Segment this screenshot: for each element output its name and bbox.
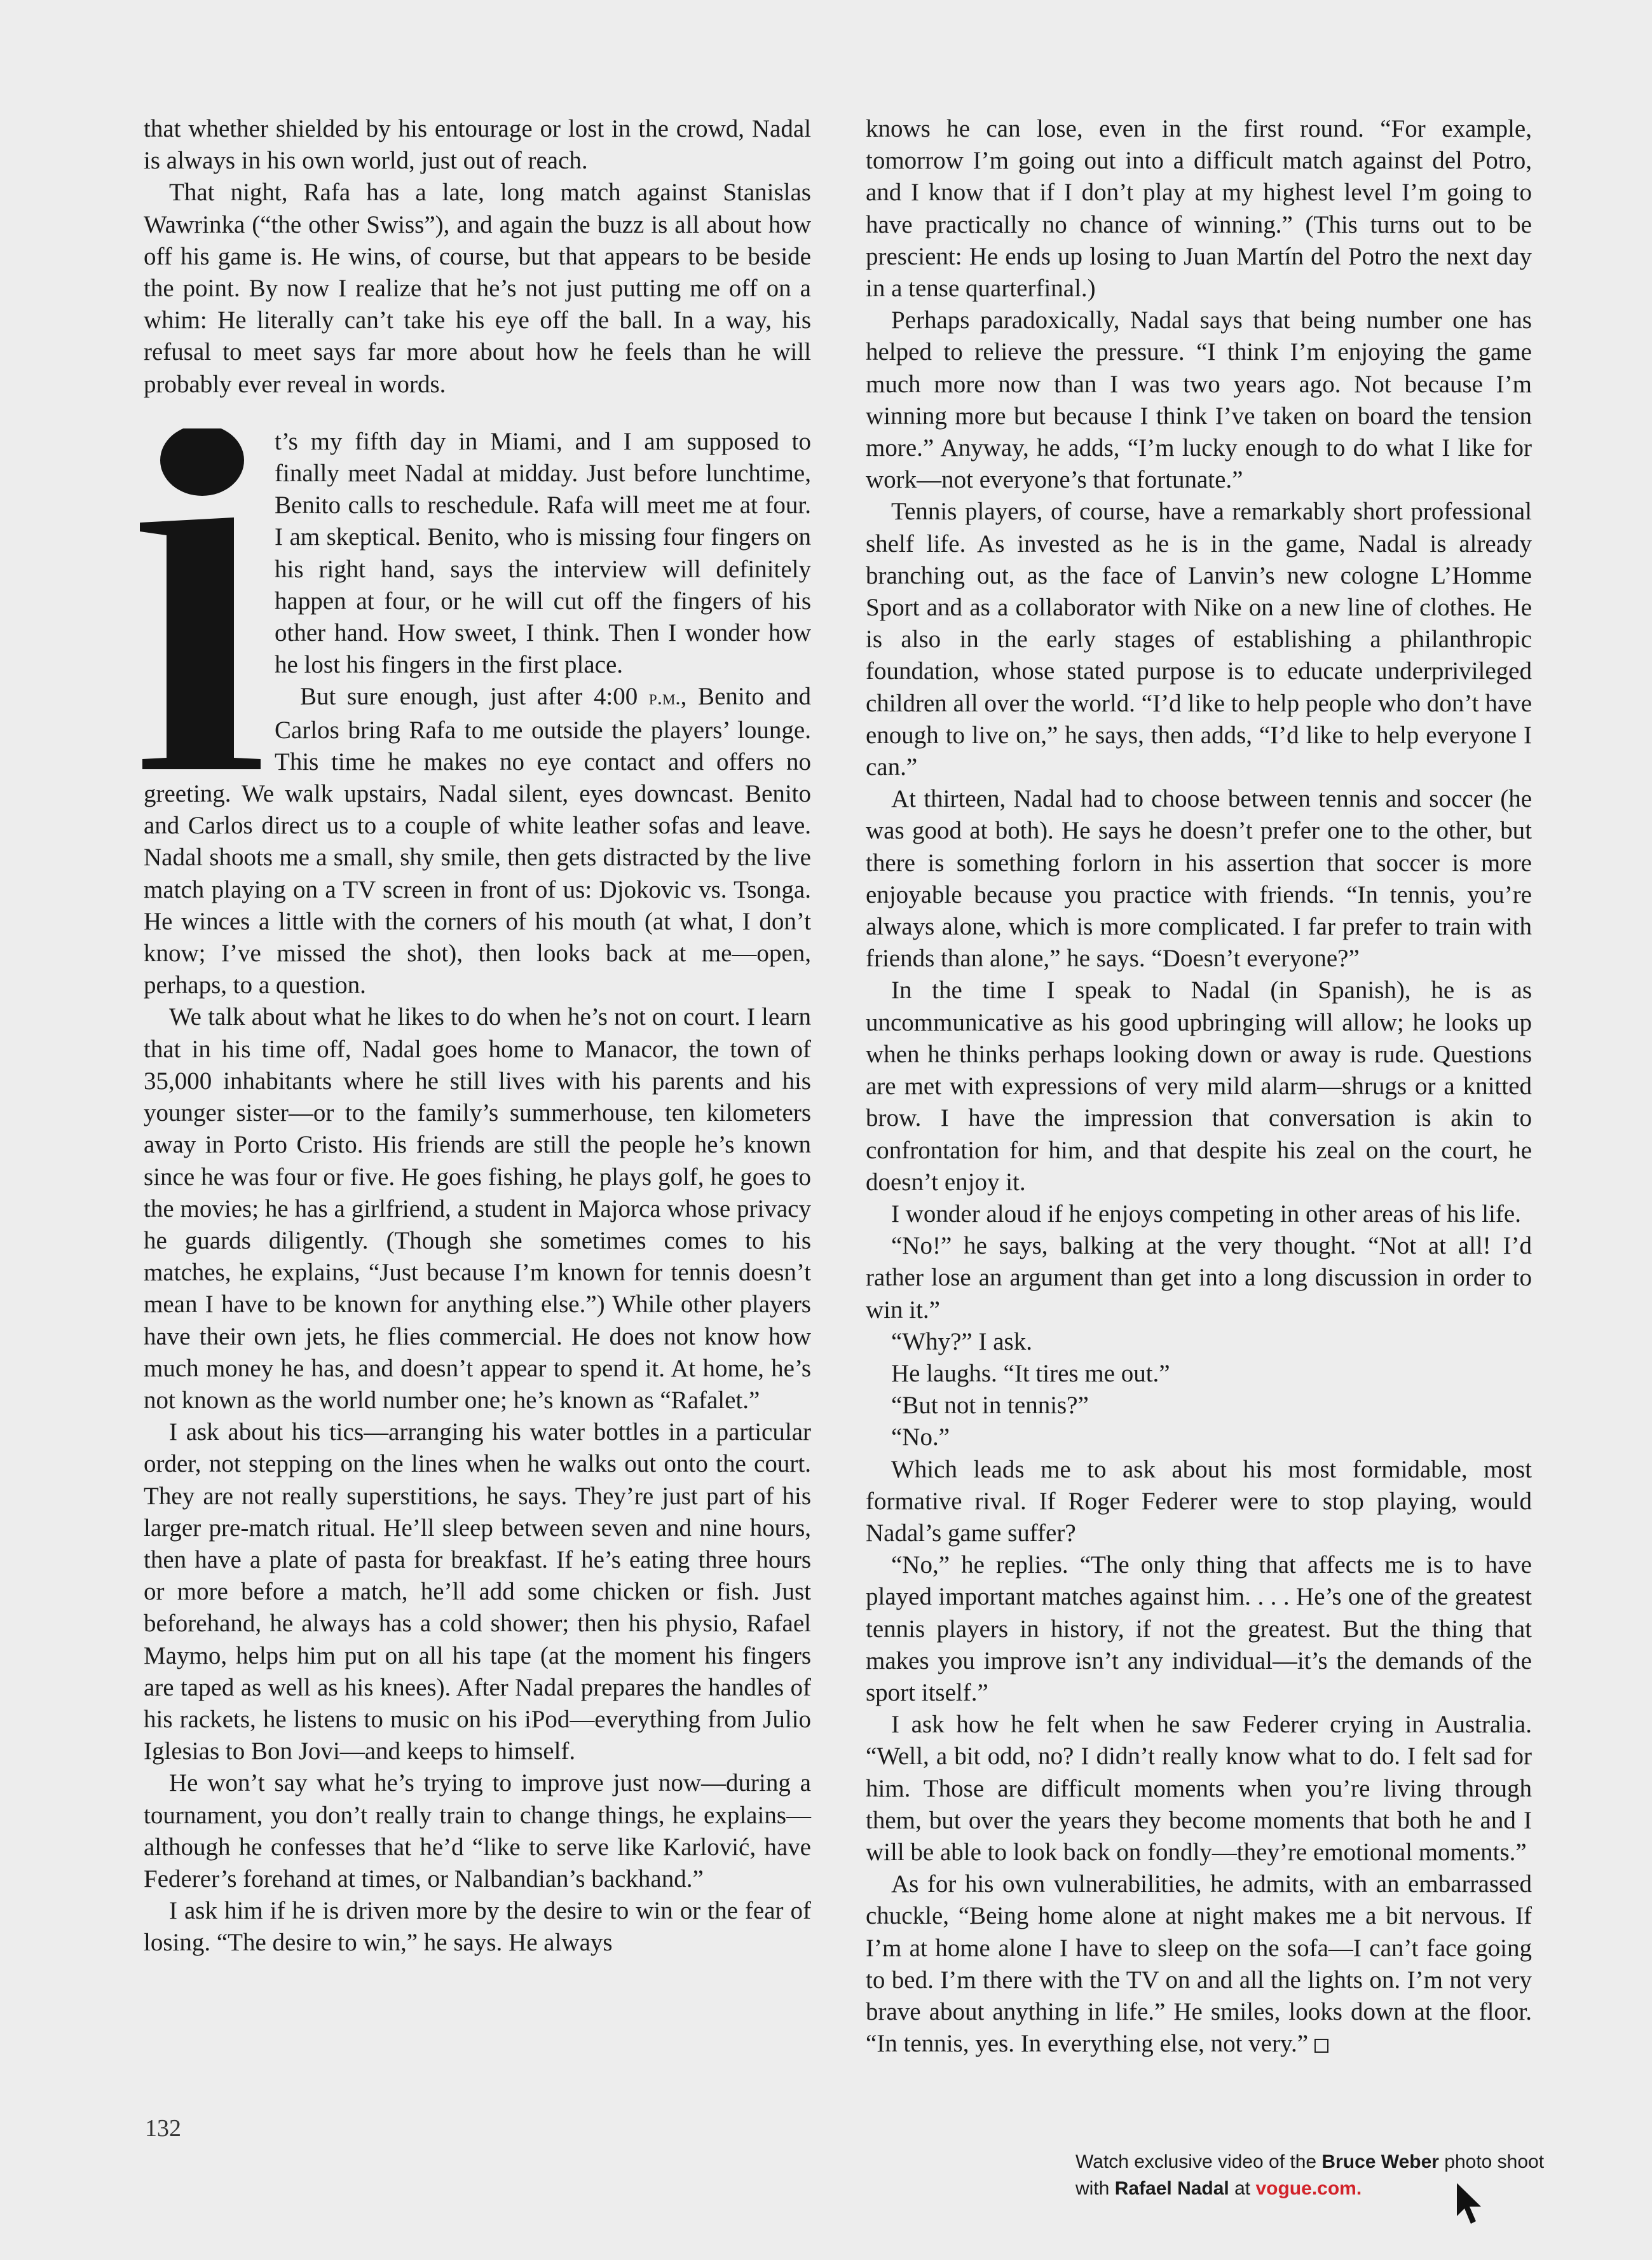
paragraph: that whether shielded by his entourage or lost in the crowd, Nadal is always in his own world, just out of reach. <box>144 115 811 175</box>
paragraph: He laughs. “It tires me out.” <box>891 1359 1170 1387</box>
end-mark-icon <box>1314 2039 1328 2053</box>
paragraph: In the time I speak to Nadal (in Spanish), he is as uncommunicative as his good upbringing will allow; he looks up when he thinks perhaps looking down or away is rude. Questions are met with expressions of very mild alarm—shrugs or a knitted brow. I have the impression that conversation is akin to confrontation for him, and that despite his zeal on the court, he doesn’t enjoy it. <box>866 976 1532 1196</box>
paragraph: That night, Rafa has a late, long match against Stanislas Wawrinka (“the other Swiss”), and again the buzz is all about how off his game is. He wins, of course, but that appears to be beside the point. By now I realize that he’s not just putting me off on a whim: He literally can’t take his eye off the ball. In a way, his refusal to meet says far more about how he feels than he will probably ever reveal in words. <box>144 179 811 398</box>
dropcap-letter <box>133 428 261 778</box>
paragraph: knows he can lose, even in the first round. “For example, tomorrow I’m going out into a difficult match against del Potro, and I know that if I don’t play at my highest level I’m going to have practically no chance of winning.” (This turns out to be prescient: He ends up losing to Juan Martín del Potro the next day in a tense quarterfinal.) <box>866 115 1532 303</box>
paragraph: Perhaps paradoxically, Nadal says that being number one has helped to relieve the pressure. “I think I’m enjoying the game much more now than I was two years ago. Not because I’m winning more but because I think I’ve taken on board the tension more.” Anyway, he adds, “I’m lucky enough to do what I like for work—not everyone’s that fortunate.” <box>866 306 1532 494</box>
paragraph: “No!” he says, balking at the very thought. “Not at all! I’d rather lose an argument than get into a long discussion in order to win it.” <box>866 1232 1532 1324</box>
paragraph: I ask him if he is driven more by the desire to win or the fear of losing. “The desire to win,” he says. He always <box>144 1897 811 1957</box>
vogue-link[interactable]: vogue.com. <box>1255 2178 1362 2199</box>
paragraph: But sure enough, just after 4:00 p.m., Benito and Carlos bring Rafa to me outside the players’ lounge. This time he makes no eye contact and offers no greeting. We walk upstairs, Nadal silent, eyes downcast. Benito and Carlos direct us to a couple of white leather sofas and leave. Nadal shoots me a small, shy smile, then gets distracted by the live match playing on a TV screen in front of us: Djokovic vs. Tsonga. He winces a little with the corners of his mouth (at what, I don’t know; I’ve missed the shot), then looks back at me—open, perhaps, to a question. <box>144 683 812 999</box>
arrow-cursor-icon <box>1456 2182 1484 2226</box>
page-number: 132 <box>145 2115 181 2142</box>
promo-text: Watch exclusive video of the Bruce Weber photo shoot with Rafael Nadal at vogue.com. <box>1075 2151 1545 2199</box>
dropcap-section <box>144 426 811 1002</box>
paragraph: Which leads me to ask about his most formidable, most formative rival. If Roger Federer were to stop playing, would Nadal’s game suffer? <box>866 1455 1532 1547</box>
paragraph: As for his own vulnerabilities, he admits, with an embarrassed chuckle, “Being home alone at night makes me a bit nervous. If I’m at home alone I have to sleep on the sofa—I can’t face going to bed. I’m there with the TV on and all the lights on. I’m not very brave about anything in life.” He smiles, looks down at the floor. “In tennis, yes. In everything else, not very.” <box>866 1870 1532 2058</box>
paragraph: We talk about what he likes to do when he’s not on court. I learn that in his time off, Nadal goes home to Manacor, the town of 35,000 inhabitants where he still lives with his parents and his younger sister—or to the family’s summerhouse, ten kilometers away in Porto Cristo. His friends are still the people he’s known since he was four or five. He goes fishing, he plays golf, he goes to the movies; he has a girlfriend, a student in Majorca whose privacy he guards diligently. (Though she sometimes comes to his matches, he explains, “Just because I’m known for tennis doesn’t mean I have to be known for anything else.”) While other players have their own jets, he flies commercial. He does not know how much money he has, and doesn’t appear to spend it. At home, he’s not known as the world number one; he’s known as “Rafalet.” <box>144 1003 811 1414</box>
paragraph: He won’t say what he’s trying to improve just now—during a tournament, you don’t really train to change things, he explains—although he confesses that he’d “like to serve like Karlović, have Federer’s forehand at times, or Nalbandian’s backhand.” <box>144 1769 811 1893</box>
paragraph: I ask how he felt when he saw Federer crying in Australia. “Well, a bit odd, no? I didn’t really know what to do. I felt sad for him. Those are difficult moments when you’re living through them, but over the years they become moments that both he and I will be able to look back on fondly—they’re emotional moments.” <box>866 1711 1532 1866</box>
paragraph: t’s my fifth day in Miami, and I am supposed to finally meet Nadal at midday. Just before lunchtime, Benito calls to reschedule. Rafa will meet me at four. I am skeptical. Benito, who is missing four fingers on his right hand, says the interview will definitely happen at four, or he will cut off the fingers of his other hand. How sweet, I think. Then I wonder how he lost his fingers in the first place. <box>275 427 811 679</box>
paragraph: “No.” <box>891 1423 950 1451</box>
paragraph: “No,” he replies. “The only thing that affects me is to have played important matches against him. . . . He’s one of the greatest tennis players in history, if not the greatest. But the thing that makes you improve isn’t any individual—it’s the demands of the sport itself.” <box>866 1551 1532 1706</box>
paragraph: I ask about his tics—arranging his water bottles in a particular order, not stepping on the lines when he walks out onto the court. They are not really superstitions, he says. They’re just part of his larger pre-match ritual. He’ll sleep between seven and nine hours, then have a plate of pasta for breakfast. If he’s eating three hours or more before a match, he’ll add some chicken or fish. Just beforehand, he always has a cold shower; then his physio, Rafael Maymo, helps him put on all his tape (at the moment his fingers are taped as well as his knees). After Nadal prepares the handles of his rackets, he listens to music on his iPod—everything from Julio Iglesias to Bon Jovi—and keeps to himself. <box>144 1418 811 1765</box>
paragraph: “But not in tennis?” <box>891 1392 1089 1420</box>
dropcap-i-glyph <box>133 428 261 778</box>
paragraph: “Why?” I ask. <box>891 1327 1032 1355</box>
paragraph: At thirteen, Nadal had to choose between tennis and soccer (he was good at both). He says he doesn’t prefer one to the other, but there is something forlorn in his assertion that soccer is more enjoyable because you practice with friends. “In tennis, you’re always alone, which is more complicated. I far prefer to train with friends than alone,” he says. “Doesn’t everyone?” <box>866 785 1532 973</box>
right-column <box>866 113 1532 2060</box>
paragraph: Tennis players, of course, have a remarkably short professional shelf life. As invested as he is in the game, Nadal is already branching out, as the face of Lanvin’s new cologne L’Homme Sport and as a collaborator with Nike on a new line of clothes. He is also in the early stages of establishing a philanthropic foundation, whose stated purpose is to educate underprivileged children all over the world. “I’d like to help people who don’t have enough to live on,” he says, then adds, “I’d like to help everyone I can.” <box>866 498 1532 781</box>
left-column <box>144 113 811 1959</box>
paragraph: I wonder aloud if he enjoys competing in other areas of his life. <box>891 1200 1521 1228</box>
